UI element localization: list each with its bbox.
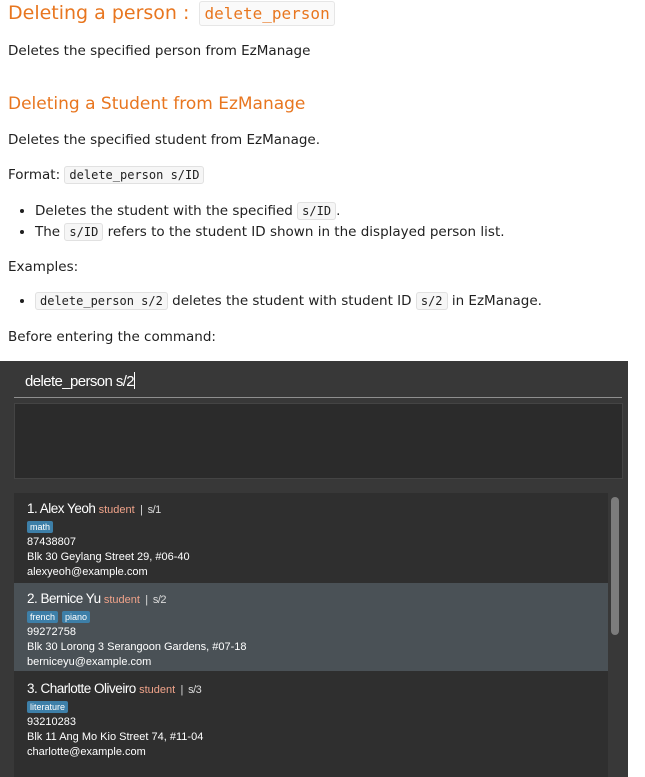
example-text: deletes the student with student ID [172,293,412,309]
person-phone: 99272758 [27,626,76,638]
scrollbar-thumb[interactable] [611,497,619,635]
person-address: Blk 11 Ang Mo Kio Street 74, #11-04 [27,731,204,743]
person-name-line [27,681,201,696]
app-screenshot [0,361,628,777]
intro-text: Deletes the specified person from EzManage [8,43,311,59]
separator: | [180,684,183,696]
tag: literature [27,701,68,713]
bullet-code: s/ID [64,223,103,241]
result-display [14,403,623,479]
bullet-text: Deletes the student with the specified [35,203,293,219]
tag-list [27,521,57,533]
person-role: student [139,684,176,696]
person-name: Bernice Yu [40,591,101,606]
bullet-item [35,201,505,222]
person-list[interactable] [14,493,608,777]
person-email: berniceyu@example.com [27,656,152,668]
format-line [8,166,204,184]
bullet-list [18,201,505,243]
person-address: Blk 30 Geylang Street 29, #06-40 [27,551,190,563]
tag: math [27,521,53,533]
person-index: 3. [27,681,38,696]
example-text-end: in EzManage. [451,293,542,309]
person-address: Blk 30 Lorong 3 Serangoon Gardens, #07-18 [27,641,247,653]
subheading: Deleting a Student from EzManage [8,94,306,114]
person-id: s/2 [152,594,167,606]
tag: french [27,611,58,623]
tag: piano [62,611,90,623]
example-code: s/2 [416,292,448,310]
tag-list [27,701,72,713]
person-name-line [27,591,166,606]
person-card[interactable] [14,673,608,761]
person-index: 2. [27,591,38,606]
example-item [35,291,542,312]
bullet-text: The [35,224,61,240]
person-card[interactable] [14,493,608,581]
list-scrollbar[interactable] [608,493,622,777]
separator: | [139,504,143,516]
examples-label: Examples: [8,259,79,275]
page-heading [8,0,335,27]
bullet-text-end: refers to the student ID shown in the displayed person list. [107,224,505,240]
heading-title: Deleting a person : [8,2,190,24]
command-input[interactable] [25,372,135,390]
format-code: delete_person s/ID [64,166,204,184]
person-role: student [103,594,140,606]
example-code: delete_person s/2 [35,292,168,310]
person-name-line [27,501,161,516]
person-phone: 93210283 [27,716,76,728]
heading-command: delete_person [199,1,334,26]
person-index: 1. [27,501,38,516]
command-box[interactable] [14,367,622,398]
before-label: Before entering the command: [8,329,216,345]
person-id: s/1 [147,504,161,516]
person-id: s/3 [188,684,202,696]
person-email: alexyeoh@example.com [27,566,148,578]
person-role: student [98,504,135,516]
subintro-text: Deletes the specified student from EzManage. [8,132,321,148]
person-phone: 87438807 [27,536,76,548]
separator: | [145,594,148,606]
person-card-selected[interactable] [14,583,608,671]
person-name: Alex Yeoh [39,501,96,516]
example-list [18,291,542,312]
person-email: charlotte@example.com [27,746,146,758]
tag-list [27,611,94,623]
bullet-text-end: . [336,203,341,219]
format-label: Format: [8,167,61,183]
person-name: Charlotte Oliveiro [40,681,136,696]
command-input-text: delete_person s/2 [25,373,135,390]
bullet-item [35,222,505,243]
text-caret [134,372,135,389]
bullet-code: s/ID [297,202,336,220]
